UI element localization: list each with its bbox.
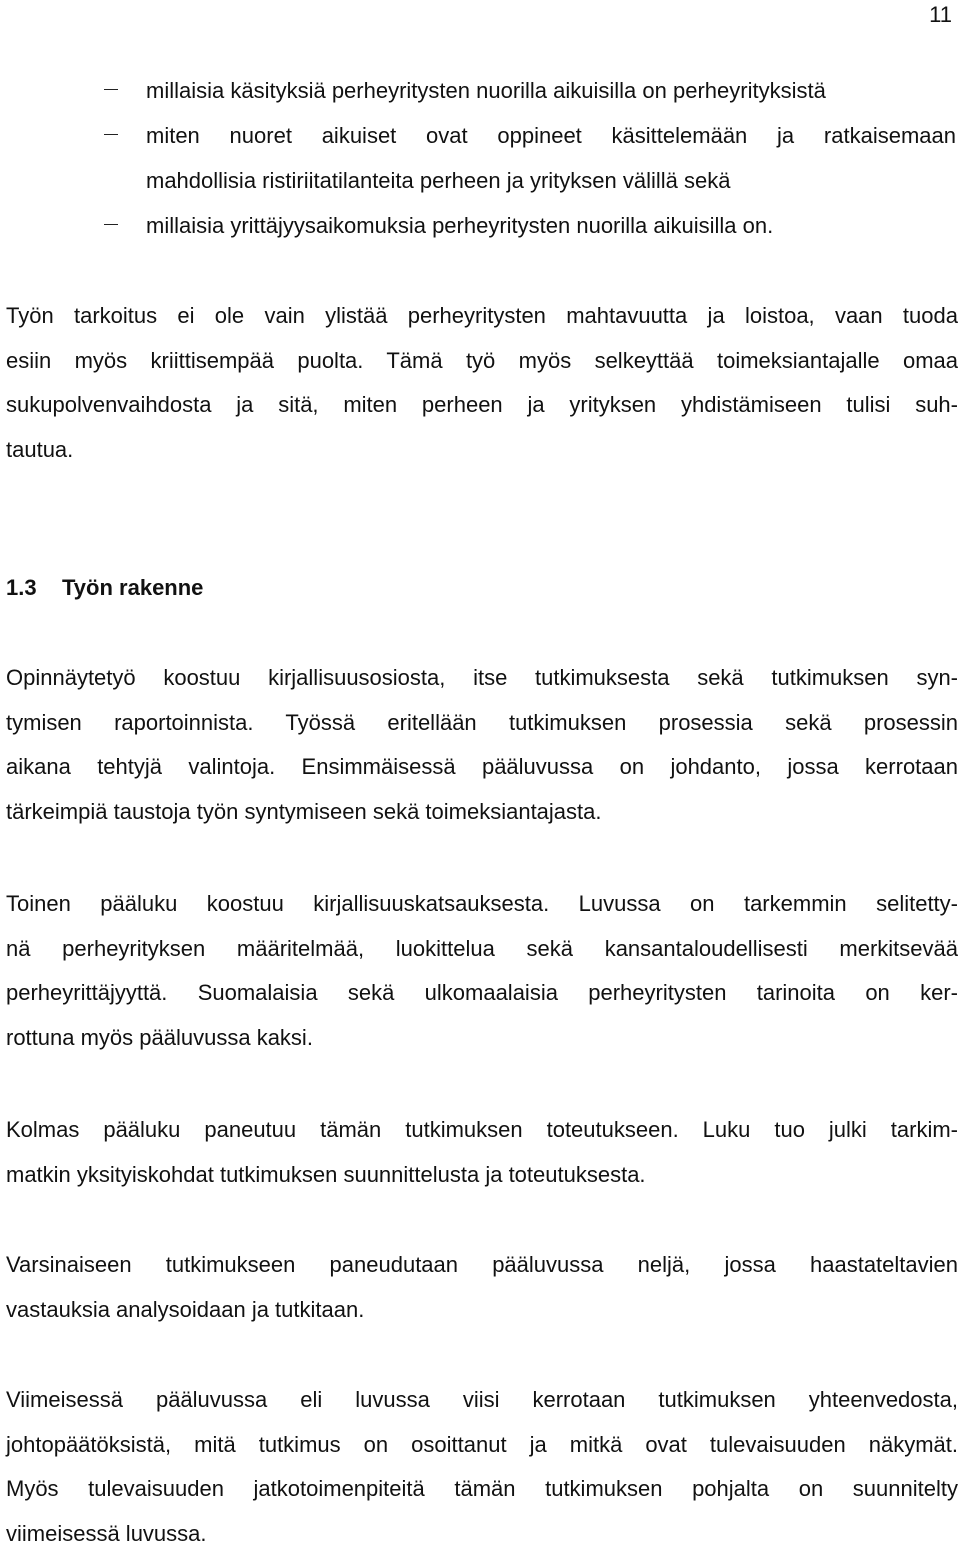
page-number: 11	[929, 2, 952, 27]
text-line: Opinnäytetyö koostuu kirjallisuusosiosta, itse tutkimuksesta sekä tutkimuksen syn-	[6, 665, 958, 690]
dash-bullet-icon	[104, 134, 118, 135]
text-line: Myös tulevaisuuden jatkotoimenpiteitä tämän tutkimuksen pohjalta on suunnitelty	[6, 1476, 958, 1502]
paragraph-structure	[6, 656, 958, 834]
text-line: viimeisessä luvussa.	[6, 1520, 207, 1546]
section-title: Työn rakenne	[62, 575, 204, 600]
text-line: matkin yksityiskohdat tutkimuksen suunnittelusta ja toteutuksesta.	[6, 1161, 646, 1187]
list-item	[0, 113, 960, 158]
text-line: Varsinaiseen tutkimukseen paneudutaan pääluvussa neljä, jossa haastateltavien	[6, 1252, 958, 1277]
paragraph-chapter-four	[6, 1243, 958, 1332]
text-line: tymisen raportoinnista. Työssä eritellään tutkimuksen prosessia sekä prosessin	[6, 709, 958, 735]
list-item	[0, 68, 960, 113]
dash-bullet-icon	[104, 89, 118, 90]
paragraph-chapter-two	[6, 882, 958, 1060]
text-line: johtopäätöksistä, mitä tutkimus on osoittanut ja mitkä ovat tulevaisuuden näkymät.	[6, 1431, 958, 1457]
text-line: sukupolvenvaihdosta ja sitä, miten perheen ja yrityksen yhdistämiseen tulisi suh-	[6, 392, 958, 418]
text-line: esiin myös kriittisempää puolta. Tämä työ myös selkeyttää toimeksiantajalle omaa	[6, 347, 958, 373]
list-item-text: mahdollisia ristiriitatilanteita perheen ja yrityksen välillä sekä	[146, 168, 731, 193]
bullet-list	[0, 68, 960, 248]
text-line: Kolmas pääluku paneutuu tämän tutkimuksen toteutukseen. Luku tuo julki tarkim-	[6, 1117, 958, 1142]
text-line: tärkeimpiä taustoja työn syntymiseen sekä toimeksiantajasta.	[6, 798, 602, 824]
list-item	[0, 203, 960, 248]
text-line: Toinen pääluku koostuu kirjallisuuskatsauksesta. Luvussa on tarkemmin selitetty-	[6, 891, 958, 916]
text-line: perheyrittäjyyttä. Suomalaisia sekä ulkomaalaisia perheyritysten tarinoita on ker-	[6, 980, 958, 1006]
text-line: aikana tehtyjä valintoja. Ensimmäisessä pääluvussa on johdanto, jossa kerrotaan	[6, 754, 958, 780]
list-item-text: millaisia käsityksiä perheyritysten nuorilla aikuisilla on perheyrityksistä	[146, 78, 826, 103]
text-line: vastauksia analysoidaan ja tutkitaan.	[6, 1296, 365, 1322]
list-item-text: miten nuoret aikuiset ovat oppineet käsittelemään ja ratkaisemaan	[146, 123, 956, 148]
dash-bullet-icon	[104, 224, 118, 225]
text-line: nä perheyrityksen määritelmää, luokittelua sekä kansantaloudellisesti merkitsevää	[6, 935, 958, 961]
paragraph-chapter-five	[6, 1378, 958, 1556]
text-line: tautua.	[6, 436, 74, 462]
text-line: Työn tarkoitus ei ole vain ylistää perheyritysten mahtavuutta ja loistoa, vaan tuoda	[6, 303, 958, 328]
list-item-text: millaisia yrittäjyysaikomuksia perheyritysten nuorilla aikuisilla on.	[146, 213, 774, 238]
section-heading	[6, 566, 203, 610]
paragraph-purpose	[6, 294, 958, 472]
paragraph-chapter-three	[6, 1108, 958, 1197]
list-item-continuation	[0, 158, 960, 203]
text-line: rottuna myös pääluvussa kaksi.	[6, 1024, 313, 1050]
section-number: 1.3	[6, 575, 37, 600]
text-line: Viimeisessä pääluvussa eli luvussa viisi kerrotaan tutkimuksen yhteenvedosta,	[6, 1387, 958, 1412]
